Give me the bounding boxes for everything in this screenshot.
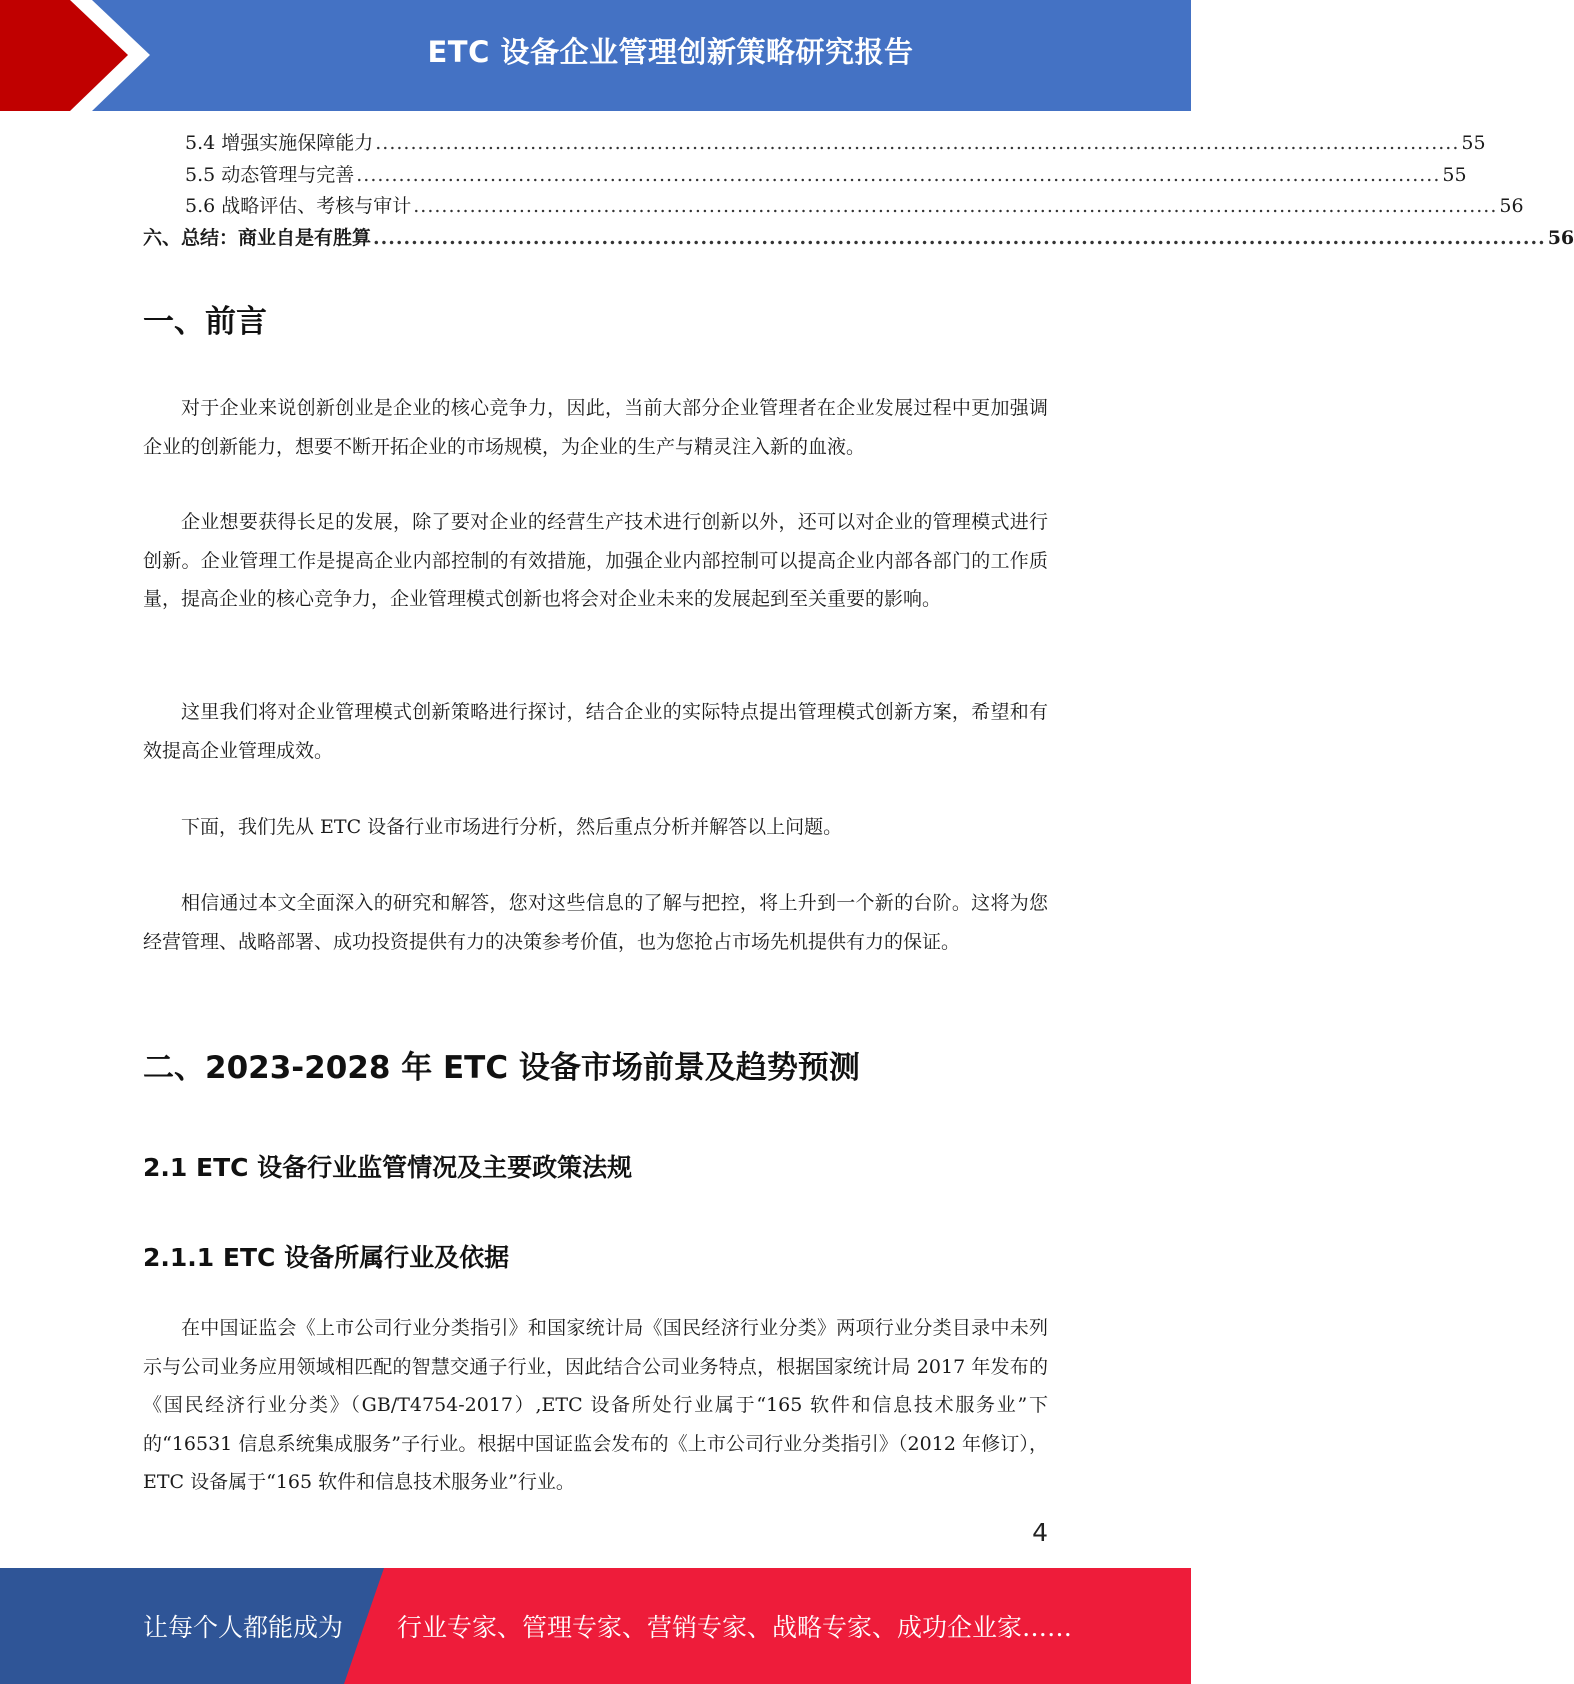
toc-leader-dots: .......................................................................................................................................................... [413,195,1498,217]
toc-entry-label: 5.5 动态管理与完善 [185,163,355,186]
page-header [0,0,1191,111]
footer-slogan-left: 让每个人都能成为 [143,1613,344,1642]
toc-entry-page: 56 [1499,195,1524,217]
toc-entry[interactable] [143,128,1486,160]
paragraph: 下面，我们先从 ETC 设备行业市场进行分析，然后重点分析并解答以上问题。 [181,816,843,838]
toc-entry-label: 5.6 战略评估、考核与审计 [185,195,412,217]
toc-entry-page: 55 [1461,132,1486,154]
toc-leader-dots: .......................................................................................................................................................... [356,163,1441,186]
subsection-heading-2-1-1: 2.1.1 ETC 设备所属行业及依据 [143,1243,510,1272]
paragraph: 在中国证监会《上市公司行业分类指引》和国家统计局《国民经济行业分类》两项行业分类目录中未列示与公司业务应用领域相匹配的智慧交通子行业，因此结合公司业务特点，根据国家统计局 2017 年发布的《国民经济行业分类》（GB/T4754-2017）,ETC 设备所处行业属于“165 软件和信息技术服务业”下的“16531 信息系统集成服务”子行业。根据中国证监会发布的《上市公司行业分类指引》（2012 年修订），ETC 设备属于“165 软件和信息技术服务业”行业。 [143,1317,1048,1493]
page-footer [0,1568,1191,1684]
toc-leader-dots: .......................................................................................................................................................... [373,226,1546,249]
paragraph: 这里我们将对企业管理模式创新策略进行探讨，结合企业的实际特点提出管理模式创新方案，希望和有效提高企业管理成效。 [143,701,1048,762]
subsection-heading-2-1: 2.1 ETC 设备行业监管情况及主要政策法规 [143,1153,633,1182]
page-number: 4 [1032,1518,1048,1547]
section-heading-forecast: 二、2023-2028 年 ETC 设备市场前景及趋势预测 [143,1050,860,1086]
toc-entry[interactable] [143,191,1524,223]
toc-entry-label: 六、总结：商业自是有胜算 [143,226,372,249]
paragraph: 企业想要获得长足的发展，除了要对企业的经营生产技术进行创新以外，还可以对企业的管理模式进行创新。企业管理工作是提高企业内部控制的有效措施，加强企业内部控制可以提高企业内部各部门的工作质量，提高企业的核心竞争力，企业管理模式创新也将会对企业未来的发展起到至关重要的影响。 [143,511,1048,610]
table-of-contents [143,128,1574,254]
toc-entry[interactable] [143,223,1574,255]
section-heading-preface: 一、前言 [143,304,267,340]
toc-entry-page: 55 [1442,163,1467,186]
paragraph: 相信通过本文全面深入的研究和解答，您对这些信息的了解与把控，将上升到一个新的台阶。这将为您经营管理、战略部署、成功投资提供有力的决策参考价值，也为您抢占市场先机提供有力的保证。 [143,892,1048,953]
toc-leader-dots: .......................................................................................................................................................... [375,132,1460,154]
paragraph: 对于企业来说创新创业是企业的核心竞争力，因此，当前大部分企业管理者在企业发展过程中更加强调企业的创新能力，想要不断开拓企业的市场规模，为企业的生产与精灵注入新的血液。 [143,397,1048,458]
toc-entry-label: 5.4 增强实施保障能力 [185,132,374,154]
toc-entry[interactable] [143,160,1467,192]
header-title: ETC 设备企业管理创新策略研究报告 [427,34,914,69]
toc-entry-page: 56 [1547,226,1574,249]
footer-slogan-right: 行业专家、管理专家、营销专家、战略专家、成功企业家…… [397,1613,1073,1642]
